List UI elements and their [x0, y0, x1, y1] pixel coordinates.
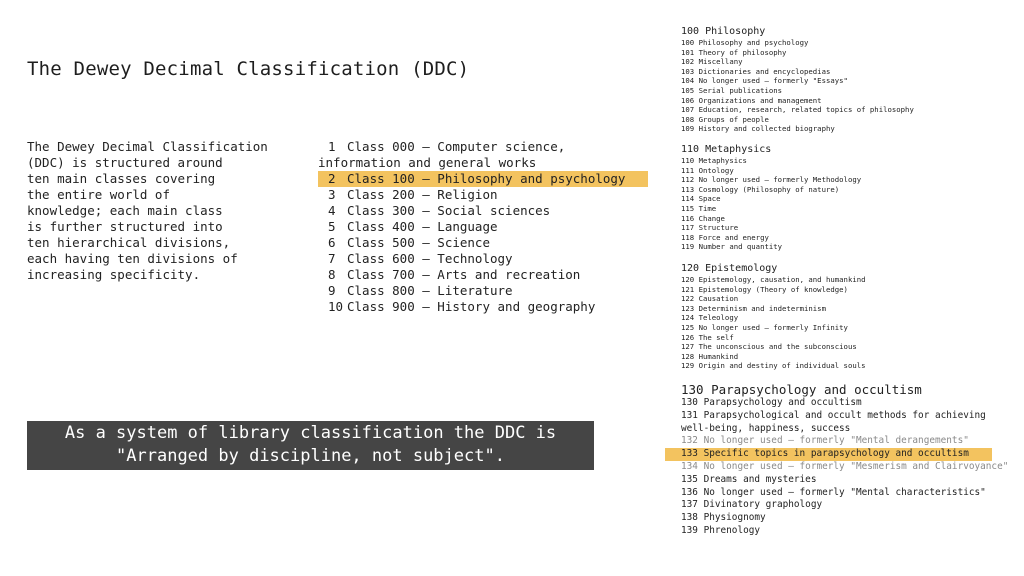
section-item: 123 Determinism and indeterminism — [681, 303, 826, 313]
section-item: 115 Time — [681, 203, 717, 213]
quote-line: "Arranged by discipline, not subject". — [116, 446, 505, 466]
section-item: 109 History and collected biography — [681, 124, 835, 134]
main-class-item — [318, 139, 648, 171]
main-class-number: 7 — [328, 251, 336, 266]
section-item: 102 Miscellany — [681, 57, 743, 67]
main-class-item — [318, 235, 648, 251]
section-item: 130 Parapsychology and occultism — [681, 397, 862, 408]
section-item: 126 The self — [681, 332, 734, 342]
section-item: 110 Metaphysics — [681, 156, 747, 165]
section-item-highlighted: 133 Specific topics in parapsychology and occultism — [665, 448, 992, 461]
main-class-number: 5 — [328, 219, 336, 234]
main-class-item — [318, 187, 648, 203]
section-heading: 130 Parapsychology and occultism — [681, 382, 922, 397]
quote-line: As a system of library classification the DDC is — [64, 423, 557, 443]
section-item: 100 Philosophy and psychology — [681, 38, 809, 47]
subdivision-section — [681, 263, 1011, 371]
main-class-label: Class 700 – Arts and recreation — [347, 267, 581, 282]
main-class-label: Class 300 – Social sciences — [347, 203, 551, 218]
section-item: 122 Causation — [681, 294, 739, 304]
subdivision-section — [681, 26, 1011, 134]
section-item: 131 Parapsychological and occult methods for achieving well-being, happiness, success — [681, 409, 986, 434]
main-class-number: 3 — [328, 187, 336, 202]
main-class-number: 10 — [328, 299, 344, 314]
main-class-item-highlighted — [318, 171, 648, 187]
section-item: 135 Dreams and mysteries — [681, 473, 817, 485]
main-class-number: 9 — [328, 283, 336, 298]
section-item: 113 Cosmology (Philosophy of nature) — [681, 184, 840, 194]
main-class-label: Class 200 – Religion — [347, 187, 498, 202]
section-item: 114 Space — [681, 194, 721, 204]
main-class-label: Class 800 – Literature — [347, 283, 513, 298]
main-class-number: 8 — [328, 267, 336, 282]
main-class-number: 2 — [328, 171, 336, 186]
main-class-number: 4 — [328, 203, 336, 218]
section-item: 121 Epistemology (Theory of knowledge) — [681, 284, 848, 294]
main-classes-list — [318, 139, 648, 315]
main-class-label-continued: information and general works — [318, 155, 537, 170]
section-item: 120 Epistemology, causation, and humankind — [681, 275, 866, 284]
section-item: 136 No longer used – formerly "Mental characteristics" — [681, 486, 986, 498]
intro-line: knowledge; each main class — [27, 203, 223, 218]
main-class-number: 6 — [328, 235, 336, 250]
section-item: 125 No longer used – formerly Infinity — [681, 322, 848, 332]
section-item: 101 Theory of philosophy — [681, 47, 787, 57]
main-class-item — [318, 251, 648, 267]
section-heading: 110 Metaphysics — [681, 144, 772, 155]
page-title: The Dewey Decimal Classification (DDC) — [27, 58, 470, 80]
main-class-label: Class 600 – Technology — [347, 251, 513, 266]
main-class-label: Class 000 – Computer science, — [347, 139, 566, 154]
section-item: 137 Divinatory graphology — [681, 499, 823, 511]
section-item: 117 Structure — [681, 223, 739, 233]
main-class-label: Class 500 – Science — [347, 235, 490, 250]
intro-line: increasing specificity. — [27, 267, 201, 282]
section-item: 138 Physiognomy — [681, 512, 766, 524]
quote-banner — [27, 421, 594, 470]
section-item: 103 Dictionaries and encyclopedias — [681, 66, 831, 76]
section-item: 128 Humankind — [681, 351, 739, 361]
subdivision-section — [681, 382, 1011, 538]
main-class-item — [318, 219, 648, 235]
section-item: 127 The unconscious and the subconscious — [681, 342, 857, 352]
section-heading: 100 Philosophy — [681, 26, 766, 37]
intro-line: the entire world of — [27, 187, 170, 202]
section-item: 106 Organizations and management — [681, 95, 822, 105]
subdivision-section — [681, 144, 1011, 252]
section-item: 112 No longer used – formerly Methodology — [681, 175, 862, 185]
intro-paragraph — [27, 139, 297, 283]
section-item: 108 Groups of people — [681, 114, 769, 124]
section-item: 132 No longer used – formerly "Mental derangements" — [681, 435, 969, 447]
section-item: 129 Origin and destiny of individual souls — [681, 361, 866, 371]
main-class-label: Class 900 – History and geography — [347, 299, 596, 314]
main-class-item — [318, 283, 648, 299]
section-item: 104 No longer used – formerly "Essays" — [681, 76, 848, 86]
main-class-number: 1 — [328, 139, 336, 154]
section-heading: 120 Epistemology — [681, 263, 778, 274]
intro-line: ten hierarchical divisions, — [27, 235, 231, 250]
section-item: 118 Force and energy — [681, 232, 769, 242]
section-item: 111 Ontology — [681, 165, 734, 175]
section-item: 139 Phrenology — [681, 524, 761, 536]
section-item: 124 Teleology — [681, 313, 739, 323]
section-item: 105 Serial publications — [681, 85, 783, 95]
main-class-label: Class 100 – Philosophy and psychology — [347, 171, 626, 186]
main-class-item — [318, 267, 648, 283]
intro-line: ten main classes covering — [27, 171, 216, 186]
section-item: 134 No longer used – formerly "Mesmerism and Clairvoyance" — [681, 460, 1009, 472]
intro-line: each having ten divisions of — [27, 251, 238, 266]
main-class-item — [318, 203, 648, 219]
section-item: 119 Number and quantity — [681, 242, 783, 252]
intro-line: The Dewey Decimal Classification — [27, 139, 268, 154]
main-class-item — [318, 299, 648, 315]
main-class-label: Class 400 – Language — [347, 219, 498, 234]
section-item: 116 Change — [681, 213, 725, 223]
intro-line: (DDC) is structured around — [27, 155, 223, 170]
intro-line: is further structured into — [27, 219, 223, 234]
section-item: 107 Education, research, related topics of philosophy — [681, 105, 914, 115]
